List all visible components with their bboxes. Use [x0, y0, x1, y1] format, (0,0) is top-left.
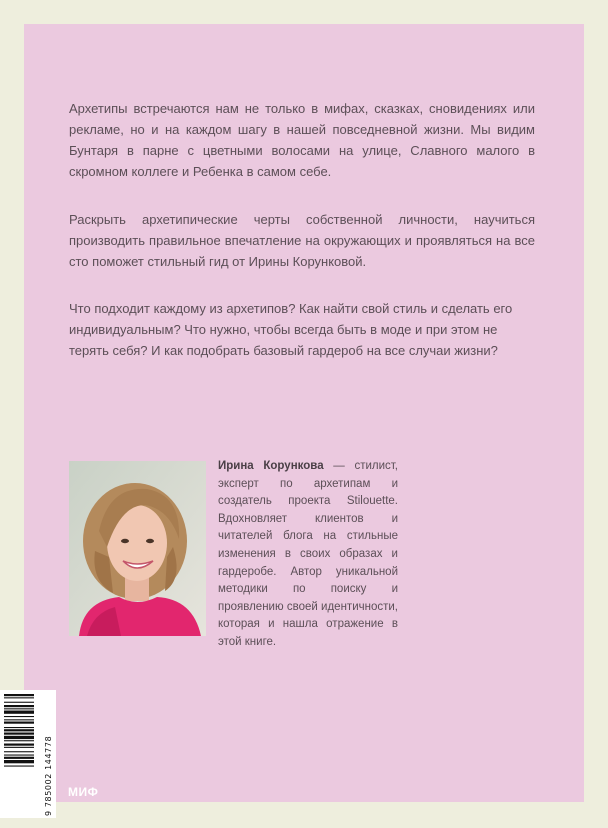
description-paragraph-1: Архетипы встречаются нам не только в мифах, сказках, сновидениях или рекламе, но и на каждом шагу в нашей повседневной жизни. Мы видим Бунтаря в парне с цветными волосами на улице, Славного малого в скромном коллеге и Ребенка в самом себе. — [69, 101, 535, 179]
description-paragraph-2: Раскрыть архетипические черты собственной личности, научиться производить правильное впечатление на окружающих и проявляться на все сто поможет стильный гид от Ирины Корунковой. — [69, 212, 535, 269]
author-bio-text: — стилист, эксперт по архетипам и создатель проекта Stilouette. Вдохновляет клиентов и читателей блога на стильные изменения в своих образах и гардеробе. Автор уникальной методики по поиску и проявлению своей идентичности, которая и нашла отражение в этой книге. — [218, 460, 398, 648]
isbn-number: 9 785002 144778 — [44, 735, 53, 816]
description-paragraph-3: Что подходит каждому из архетипов? Как найти свой стиль и сделать его индивидуальным? Что нужно, чтобы всегда быть в моде и при этом не терять себя? И как подобрать базовый гардероб на все случаи жизни? — [69, 301, 513, 358]
publisher-logo: МИФ — [68, 785, 99, 799]
author-name: Ирина Корункова — [218, 460, 324, 472]
author-bio — [218, 458, 398, 652]
author-photo — [69, 461, 206, 636]
